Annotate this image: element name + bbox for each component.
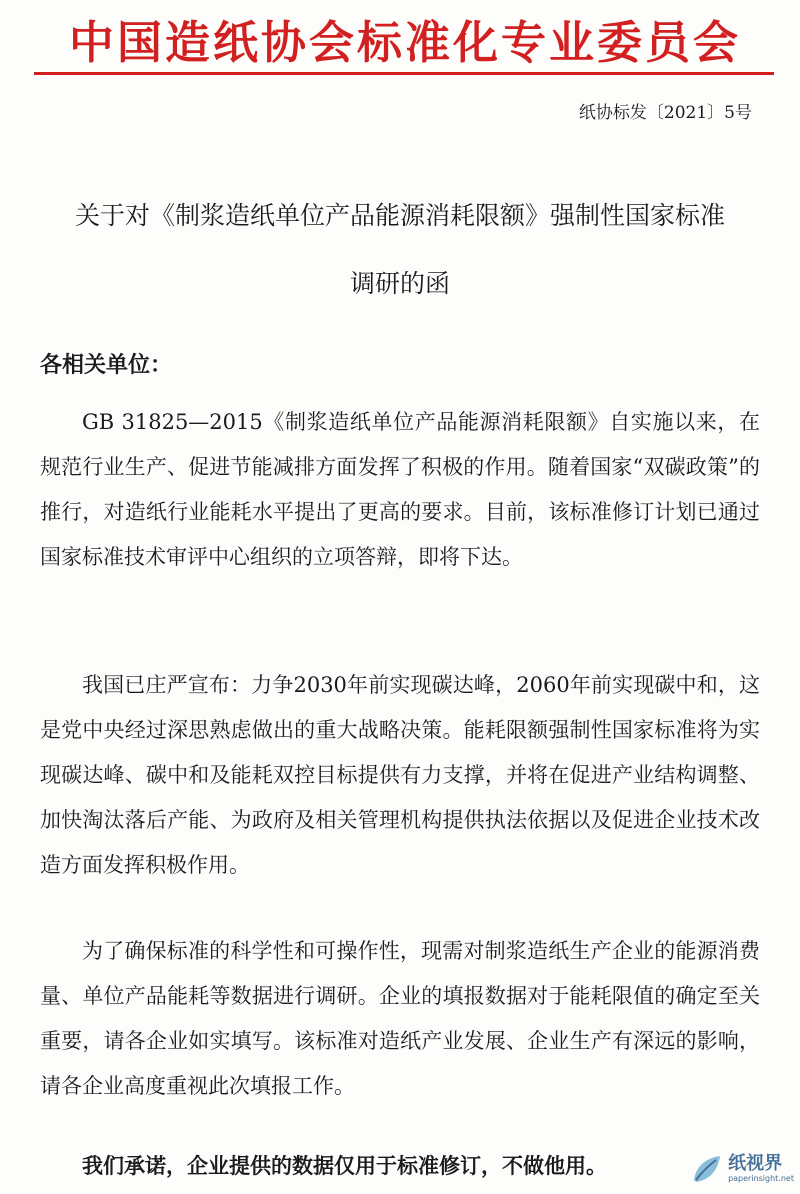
salutation: 各相关单位： bbox=[40, 353, 173, 378]
data-usage-pledge: 我们承诺，企业提供的数据仅用于标准修订，不做他用。 bbox=[82, 1154, 607, 1178]
paragraph-3: 为了确保标准的科学性和可操作性，现需对制浆造纸生产企业的能源消费量、单位产品能耗等数据进行调研。企业的填报数据对于能耗限值的确定至关重要，请各企业如实填写。该标准对造纸产业发展、企业生产有深远的影响，请各企业高度重视此次填报工作。 bbox=[40, 939, 760, 1098]
paper-leaf-icon bbox=[690, 1152, 724, 1186]
watermark bbox=[690, 1152, 794, 1186]
document-title-line-2: 调研的函 bbox=[349, 269, 450, 298]
watermark-name: 纸视界 bbox=[728, 1153, 783, 1174]
paragraph-1: GB 31825—2015《制浆造纸单位产品能源消耗限额》自实施以来，在规范行业生产、促进节能减排方面发挥了积极的作用。随着国家“双碳政策”的推行，对造纸行业能耗水平提出了更高的要求。目前，该标准修订计划已通过国家标准技术审评中心组织的立项答辩，即将下达。 bbox=[40, 410, 760, 569]
paragraph-2: 我国已庄严宣布：力争2030年前实现碳达峰，2060年前实现碳中和，这是党中央经过深思熟虑做出的重大战略决策。能耗限额强制性国家标准将为实现碳达峰、碳中和及能耗双控目标提供有力支撑，并将在促进产业结构调整、加快淘汰落后产能、为政府及相关管理机构提供执法依据以及促进企业技术改造方面发挥积极作用。 bbox=[40, 673, 760, 877]
header-divider bbox=[34, 72, 774, 75]
document-title-line-1: 关于对《制浆造纸单位产品能源消耗限额》强制性国家标准 bbox=[74, 201, 725, 230]
organization-header: 中国造纸协会标准化专业委员会 bbox=[68, 16, 741, 69]
watermark-url: paperinsight.net bbox=[728, 1174, 794, 1183]
document-number: 纸协标发〔2021〕5号 bbox=[578, 103, 752, 123]
